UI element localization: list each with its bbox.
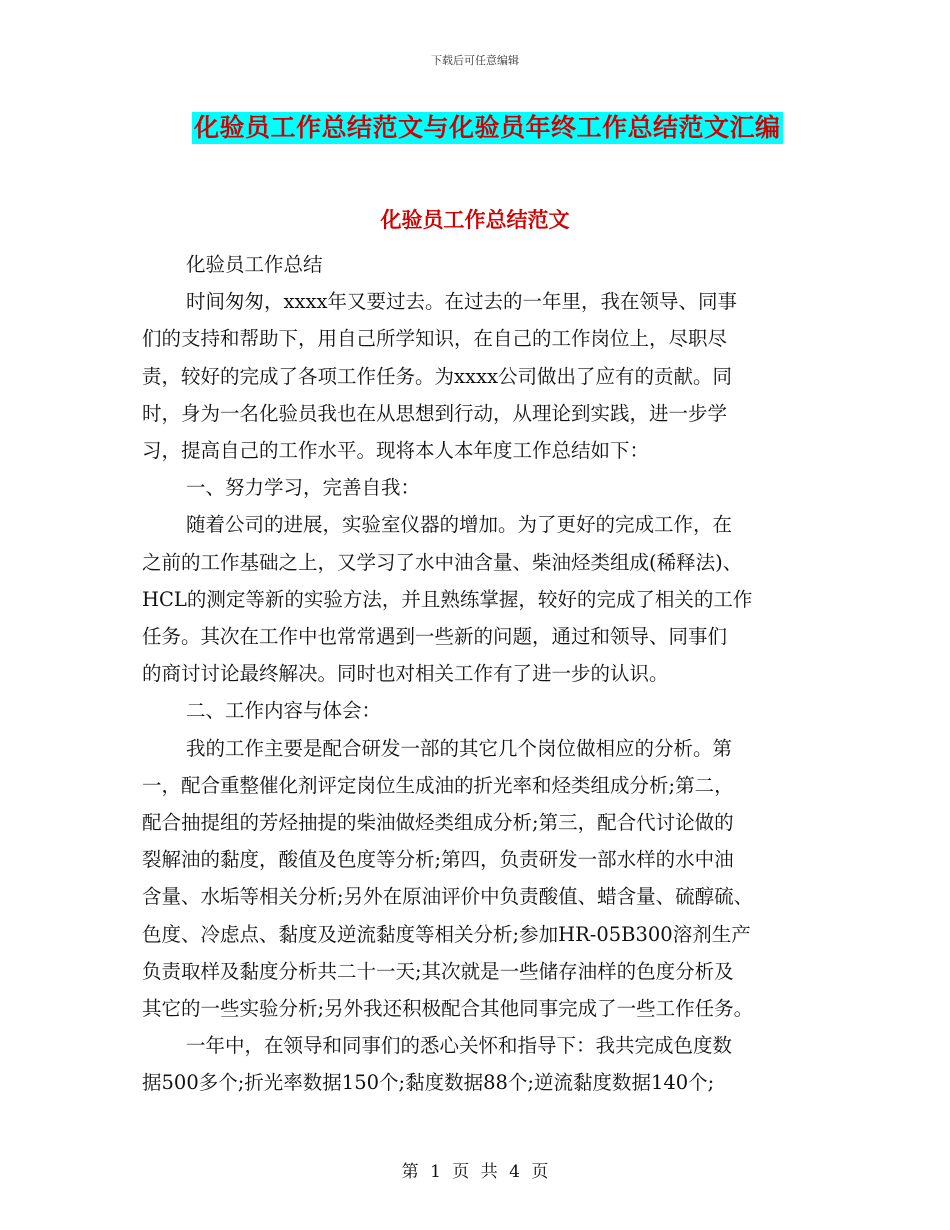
section-title: 化验员工作总结范文 — [380, 207, 570, 232]
paragraph-line: 任务。其次在工作中也常常遇到一些新的问题，通过和领导、同事们 — [142, 625, 728, 649]
paragraph-line: 据500多个;折光率数据150个;黏度数据88个;逆流黏度数据140个; — [142, 1071, 715, 1095]
paragraph-line: 一年中，在领导和同事们的悉心关怀和指导下：我共完成色度数 — [186, 1034, 733, 1058]
paragraph-line: 一，配合重整催化剂评定岗位生成油的折光率和烃类组成分析;第二， — [142, 773, 734, 797]
paragraph-line: 们的支持和帮助下，用自己所学知识，在自己的工作岗位上，尽职尽 — [142, 327, 728, 351]
paragraph-line: 色度、冷虑点、黏度及逆流黏度等相关分析;参加HR-05B300溶剂生产 — [142, 922, 751, 946]
paragraph-line: 责，较好的完成了各项工作任务。为xxxx公司做出了应有的贡献。同 — [142, 364, 732, 388]
paragraph-line: 我的工作主要是配合研发一部的其它几个岗位做相应的分析。第 — [186, 736, 733, 760]
section-heading: 二、工作内容与体会： — [186, 699, 382, 723]
paragraph-line: 时，身为一名化验员我也在从思想到行动，从理论到实践，进一步学 — [142, 401, 728, 425]
document-title: 化验员工作总结范文与化验员年终工作总结范文汇编 — [194, 113, 781, 142]
document-body — [142, 246, 820, 1102]
paragraph-line: 习，提高自己的工作水平。现将本人本年度工作总结如下： — [142, 439, 650, 463]
paragraph-line: 的商讨讨论最终解决。同时也对相关工作有了进一步的认识。 — [142, 662, 669, 686]
paragraph-line: 化验员工作总结 — [186, 253, 323, 276]
paragraph-line: 时间匆匆，xxxx年又要过去。在过去的一年里，我在领导、同事 — [186, 290, 737, 314]
paragraph-line: HCL的测定等新的实验方法，并且熟练掌握，较好的完成了相关的工作 — [142, 587, 753, 611]
paragraph-line: 负责取样及黏度分析共二十一天;其次就是一些储存油样的色度分析及 — [142, 959, 734, 983]
page-number: 第 1 页 共 4 页 — [401, 1162, 549, 1182]
paragraph-line: 随着公司的进展，实验室仪器的增加。为了更好的完成工作，在 — [186, 513, 733, 537]
paragraph-line: 含量、水垢等相关分析;另外在原油评价中负责酸值、蜡含量、硫醇硫、 — [142, 885, 754, 909]
paragraph-line: 之前的工作基础之上，又学习了水中油含量、柴油烃类组成(稀释法)、 — [142, 550, 743, 574]
paragraph-line: 配合抽提组的芳烃抽提的柴油做烃类组成分析;第三，配合代讨论做的 — [142, 811, 734, 835]
paragraph-line: 裂解油的黏度，酸值及色度等分析;第四，负责研发一部水样的水中油 — [142, 848, 734, 872]
paragraph-line: 其它的一些实验分析;另外我还积极配合其他同事完成了一些工作任务。 — [142, 997, 754, 1021]
page-header: 下载后可任意编辑 — [431, 54, 519, 67]
section-heading: 一、努力学习，完善自我： — [186, 476, 421, 500]
